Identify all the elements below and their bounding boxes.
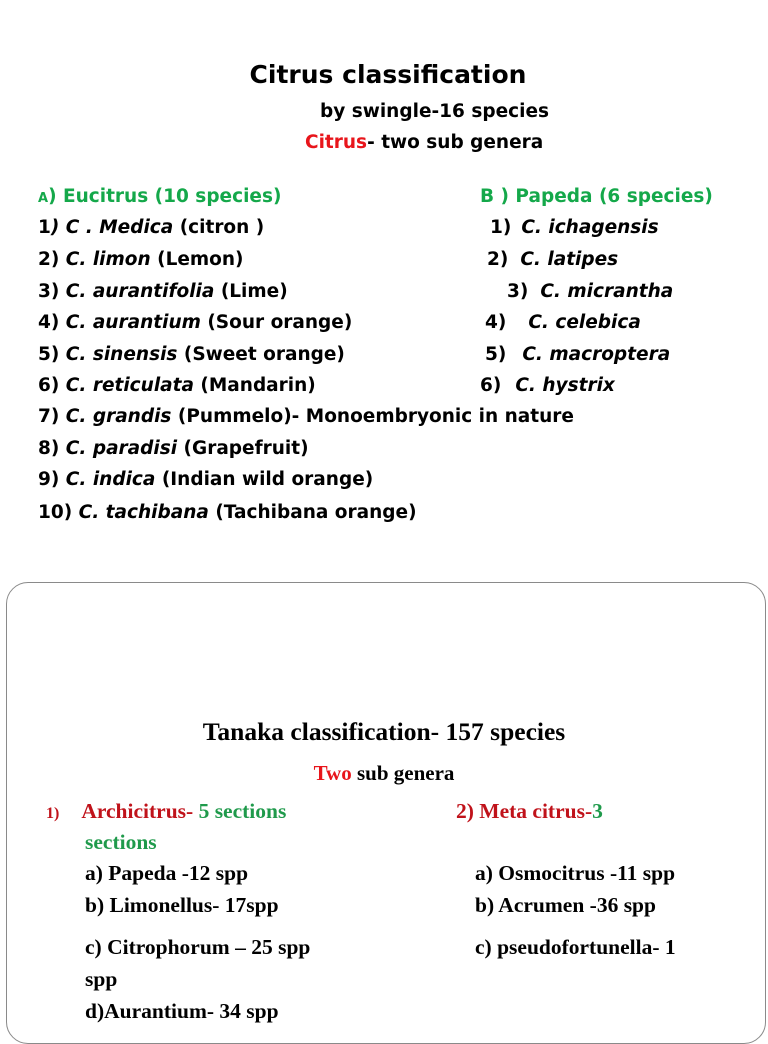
tanaka-title: Tanaka classification- 157 species <box>202 717 566 746</box>
species-name: C. indica <box>65 469 156 490</box>
list-item: b) Acrumen -36 spp <box>475 893 656 917</box>
species-name: C. grandis <box>65 406 172 427</box>
item-number: 4) <box>485 312 507 333</box>
papeda-item <box>485 311 641 335</box>
item-number: 5) <box>38 344 66 365</box>
common-name: (Grapefruit) <box>177 438 309 459</box>
papeda-item <box>487 248 618 272</box>
common-name: (Tachibana orange) <box>208 502 417 523</box>
common-name: (citron ) <box>173 217 265 238</box>
eucitrus-item <box>38 311 352 335</box>
common-name: (Sour orange) <box>200 312 353 333</box>
common-name: (Lemon) <box>150 249 244 270</box>
archicitrus-sections-wrap: sections <box>85 830 157 854</box>
papeda-item <box>485 343 670 367</box>
item-number: 7) <box>38 406 66 427</box>
eucitrus-header <box>38 185 281 211</box>
species-name: C. celebica <box>528 312 641 333</box>
eucitrus-item <box>38 216 264 240</box>
list-item: a) Osmocitrus -11 spp <box>475 861 676 885</box>
archicitrus-label: Archicitrus- <box>81 799 194 823</box>
species-name: C. tachibana <box>78 502 209 523</box>
species-name: C. reticulata <box>65 375 194 396</box>
species-name: C. hystrix <box>515 375 615 396</box>
slide-subtitle: by swingle-16 species <box>320 101 550 122</box>
eucitrus-item <box>38 501 417 525</box>
eucitrus-item <box>38 405 574 429</box>
metacitrus-header <box>456 798 603 824</box>
species-name: C . Medica <box>65 217 174 238</box>
common-name: (Indian wild orange) <box>155 469 374 490</box>
eucitrus-item <box>38 280 288 304</box>
species-name: C. aurantium <box>65 312 201 333</box>
archicitrus-number: 1) <box>46 805 60 822</box>
species-name: C. aurantifolia <box>65 281 215 302</box>
item-number: 5) <box>485 344 507 365</box>
item-number: 1) <box>490 217 512 238</box>
tanaka-subtitle <box>0 761 768 786</box>
papeda-item <box>490 216 659 240</box>
metacitrus-count: 3 <box>592 799 603 823</box>
item-number: 3) <box>38 281 66 302</box>
list-item: a) Papeda -12 spp <box>85 861 249 885</box>
papeda-item <box>507 280 673 304</box>
species-name: C. ichagensis <box>521 217 659 238</box>
item-number: 6) <box>38 375 66 396</box>
subgenera-line <box>305 132 543 153</box>
species-name: C. latipes <box>520 249 619 270</box>
item-number: 2) <box>487 249 509 270</box>
item-number: 6) <box>480 375 502 396</box>
eucitrus-item <box>38 374 316 398</box>
genus-word: Citrus <box>305 132 368 153</box>
papeda-item <box>480 374 615 398</box>
eucitrus-item <box>38 468 373 492</box>
metacitrus-label: 2) Meta citrus- <box>456 799 593 823</box>
eucitrus-item <box>38 248 244 272</box>
species-name: C. sinensis <box>65 344 178 365</box>
eucitrus-letter: A <box>38 191 49 206</box>
papeda-header: B ) Papeda (6 species) <box>480 186 713 207</box>
item-number: 1 <box>38 217 51 238</box>
archicitrus-sections: 5 sections <box>193 799 287 823</box>
item-number: 9) <box>38 469 66 490</box>
item-number: 2) <box>38 249 66 270</box>
item-number: 4) <box>38 312 66 333</box>
genus-rest: - two sub genera <box>367 132 544 153</box>
eucitrus-title: ) Eucitrus (10 species) <box>48 186 282 207</box>
list-item: d)Aurantium- 34 spp <box>85 999 279 1023</box>
slide-title: Citrus classification <box>249 60 527 89</box>
common-name: (Lime) <box>214 281 288 302</box>
common-name: (Sweet orange) <box>177 344 345 365</box>
common-name: (Mandarin) <box>193 375 316 396</box>
item-number: 3) <box>507 281 529 302</box>
eucitrus-item <box>38 437 309 461</box>
item-separator: ) <box>50 217 66 238</box>
common-name: (Pummelo)- Monoembryonic in nature <box>171 406 574 427</box>
list-item: c) Citrophorum – 25 spp <box>85 935 311 959</box>
archicitrus-header <box>46 798 286 827</box>
species-name: C. macroptera <box>522 344 671 365</box>
item-number: 8) <box>38 438 66 459</box>
item-number: 10) <box>38 502 79 523</box>
species-name: C. paradisi <box>65 438 178 459</box>
eucitrus-item <box>38 343 345 367</box>
species-name: C. micrantha <box>540 281 674 302</box>
list-item: spp <box>85 967 118 991</box>
two-word: Two <box>313 761 352 785</box>
list-item: b) Limonellus- 17spp <box>85 893 279 917</box>
list-item: c) pseudofortunella- 1 <box>475 935 676 959</box>
species-name: C. limon <box>65 249 151 270</box>
subgenera-rest: sub genera <box>351 761 455 785</box>
